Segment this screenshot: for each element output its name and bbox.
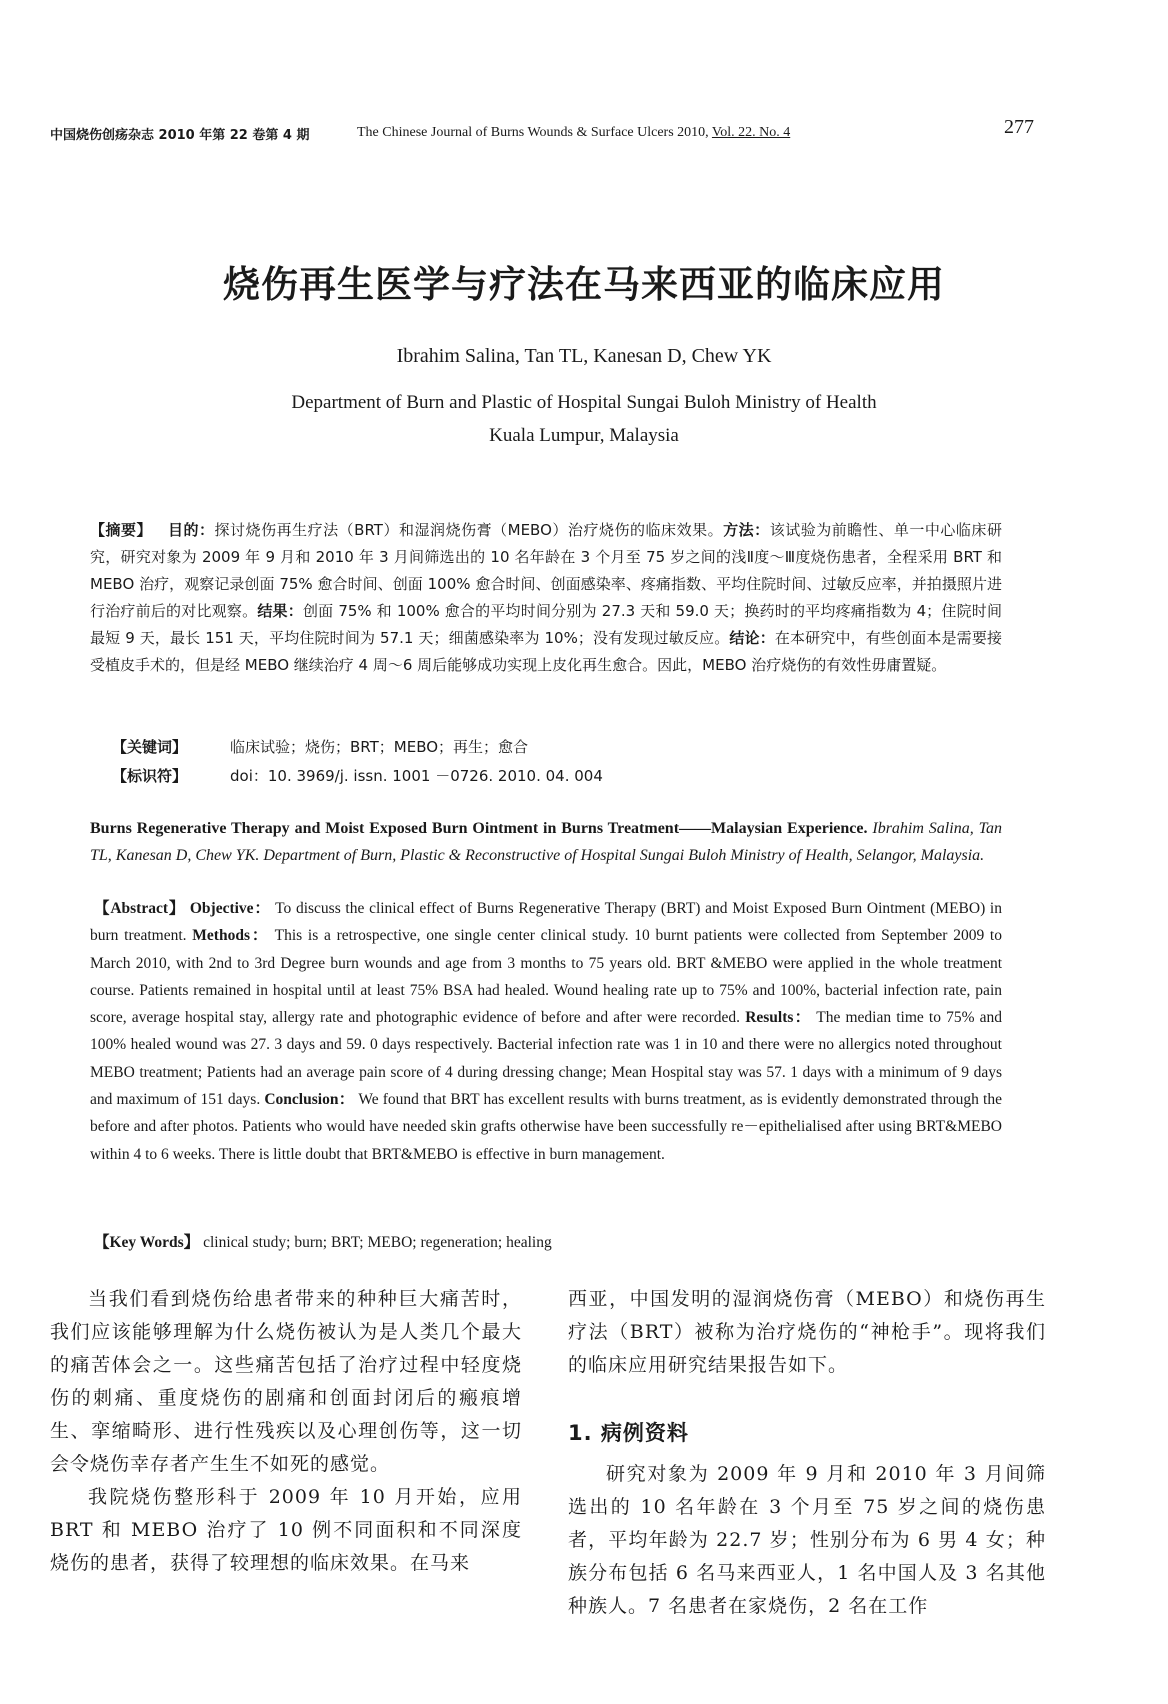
keywords-en — [94, 1230, 552, 1252]
body-paragraph: 当我们看到烧伤给患者带来的种种巨大痛苦时，我们应该能够理解为什么烧伤被认为是人类几个最大的痛苦体会之一。这些痛苦包括了治疗过程中轻度烧伤的刺痛、重度烧伤的剧痛和创面封闭后的瘢痕增生、挛缩畸形、进行性残疾以及心理创伤等，这一切会令烧伤幸存者产生生不如死的感觉。 — [50, 1288, 522, 1475]
page-number: 277 — [1004, 116, 1034, 138]
objective-label-zh: 目的： — [167, 521, 215, 539]
doi-line — [112, 765, 603, 786]
keywords-zh — [112, 736, 528, 757]
results-label-en: Results： — [745, 1009, 812, 1027]
abstract-tag-zh: 【摘要】 — [90, 521, 153, 539]
body-paragraph: 西亚，中国发明的湿润烧伤膏（MEBO）和烧伤再生疗法（BRT）被称为治疗烧伤的“神枪手”。现将我们的临床应用研究结果报告如下。 — [568, 1288, 1046, 1376]
methods-text-zh: 该试验为前瞻性、单一中心临床研究，研究对象为 2009 年 9 月和 2010 年 3 月间筛选出的 10 名年龄在 3 个月至 75 岁之间的浅Ⅱ度～Ⅲ度烧伤患者，全程采用 BRT 和 MEBO 治疗，观察记录创面 75% 愈合时间、创面 100% 愈合时间、创面感染率、疼痛指数、平均住院时间、过敏反应率，并拍摄照片进行治疗前后的对比观察。 — [90, 521, 1002, 620]
article-title-en-block — [90, 815, 1002, 869]
methods-label-zh: 方法： — [723, 521, 770, 539]
article-title-en: Burns Regenerative Therapy and Moist Exposed Burn Ointment in Burns Treatment——Malaysian Experience. — [90, 820, 868, 837]
journal-header-zh: 中国烧伤创疡杂志 2010 年第 22 卷第 4 期 — [50, 128, 310, 143]
keywords-text-en: clinical study; burn; BRT; MEBO; regeneration; healing — [203, 1234, 552, 1251]
conclusion-text-zh: 在本研究中，有些创面本是需要接受植皮手术的，但是经 MEBO 继续治疗 4 周～6 周后能够成功实现上皮化再生愈合。因此，MEBO 治疗烧伤的有效性毋庸置疑。 — [90, 629, 1002, 674]
section-heading: 1. 病例资料 — [568, 1421, 689, 1445]
doi-text: doi：10. 3969/j. issn. 1001 －0726. 2010. 04. 004 — [230, 767, 603, 785]
article-title-zh: 烧伤再生医学与疗法在马来西亚的临床应用 — [223, 263, 945, 306]
objective-text-zh: 探讨烧伤再生疗法（BRT）和湿润烧伤膏（MEBO）治疗烧伤的临床效果。 — [214, 521, 724, 539]
body-paragraph: 研究对象为 2009 年 9 月和 2010 年 3 月间筛选出的 10 名年龄在 3 个月至 75 岁之间的烧伤患者，平均年龄为 22.7 岁；性别分布为 6 男 4 女；种族分布包括 6 名马来西亚人，1 名中国人及 3 名其他种族人。7 名患者在家烧伤，2 名在工作 — [568, 1463, 1046, 1617]
doi-tag: 【标识符】 — [112, 767, 188, 785]
methods-label-en: Methods： — [192, 927, 270, 945]
conclusion-label-zh: 结论： — [729, 629, 775, 647]
body-paragraph: 我院烧伤整形科于 2009 年 10 月开始，应用 BRT 和 MEBO 治疗了 10 例不同面积和不同深度烧伤的患者，获得了较理想的临床效果。在马来 — [50, 1486, 522, 1574]
journal-volume: Vol. 22. No. 4 — [711, 125, 791, 140]
journal-header-en: The Chinese Journal of Burns Wounds & Surface Ulcers 2010, Vol. 22. No. 4 — [357, 125, 791, 140]
objective-label-en: Objective： — [189, 900, 271, 917]
abstract-tag-en: 【Abstract】 — [94, 900, 186, 917]
keywords-tag-en: 【Key Words】 — [94, 1234, 200, 1251]
keywords-text-zh: 临床试验；烧伤；BRT；MEBO；再生；愈合 — [230, 738, 529, 756]
affiliation-line-1: Department of Burn and Plastic of Hospital Sungai Buloh Ministry of Health — [291, 392, 877, 413]
author-list: Ibrahim Salina, Tan TL, Kanesan D, Chew YK — [396, 345, 772, 367]
conclusion-text-en: We found that BRT has excellent results with burns treatment, as is evidently demonstrated through the before and after photos. Patients who would have needed skin grafts otherwise have been successfully re－epithelialised after using BRT&MEBO within 4 to 6 weeks. There is little doubt that BRT&MEBO is effective in burn management. — [90, 1091, 1002, 1163]
results-label-zh: 结果： — [257, 602, 303, 620]
objective-text-en: To discuss the clinical effect of Burns Regenerative Therapy (BRT) and Moist Exposed Burn Ointment (MEBO) in burn treatment. — [90, 900, 1002, 945]
methods-text-en: This is a retrospective, one single center clinical study. 10 burnt patients were collected from September 2009 to March 2010, with 2nd to 3rd Degree burn wounds and age from 3 months to 75 years old. BRT &MEBO were applied in the whole treatment course. Patients remained in hospital until at least 75% BSA had healed. Wound healing rate up to 75% and 100%, bacterial infection rate, pain score, average hospital stay, allergy rate and photographic evidence of before and after were recorded. — [90, 927, 1002, 1027]
abstract-zh — [90, 517, 1002, 679]
body-column-right — [568, 1283, 1046, 1623]
results-text-zh: 创面 75% 和 100% 愈合的平均时间分别为 27.3 天和 59.0 天；换药时的平均疼痛指数为 4；住院时间最短 9 天，最长 151 天，平均住院时间为 57.1 天；细菌感染率为 10%；没有发现过敏反应。 — [90, 602, 1002, 647]
results-text-en: The median time to 75% and 100% healed wound was 27. 3 days and 59. 0 days respectively. Bacterial infection rate was 1 in 10 and there were no allergics noted throughout MEBO treatment; Patients had an average pain score of 4 during dressing change; Mean Hospital stay was 57. 1 days with a minimum of 9 days and maximum of 151 days. — [90, 1009, 1002, 1109]
affiliation-line-2: Kuala Lumpur, Malaysia — [489, 425, 679, 446]
abstract-en — [90, 895, 1002, 1168]
body-column-left — [50, 1283, 522, 1580]
journal-name-en: The Chinese Journal of Burns Wounds & Surface Ulcers 2010 — [357, 125, 706, 140]
keywords-tag-zh: 【关键词】 — [112, 738, 188, 756]
conclusion-label-en: Conclusion： — [264, 1091, 355, 1109]
authors-affiliation-en: Ibrahim Salina, Tan TL, Kanesan D, Chew YK. Department of Burn, Plastic & Reconstructive of Hospital Sungai Buloh Ministry of Health, Selangor, Malaysia. — [90, 820, 1003, 864]
